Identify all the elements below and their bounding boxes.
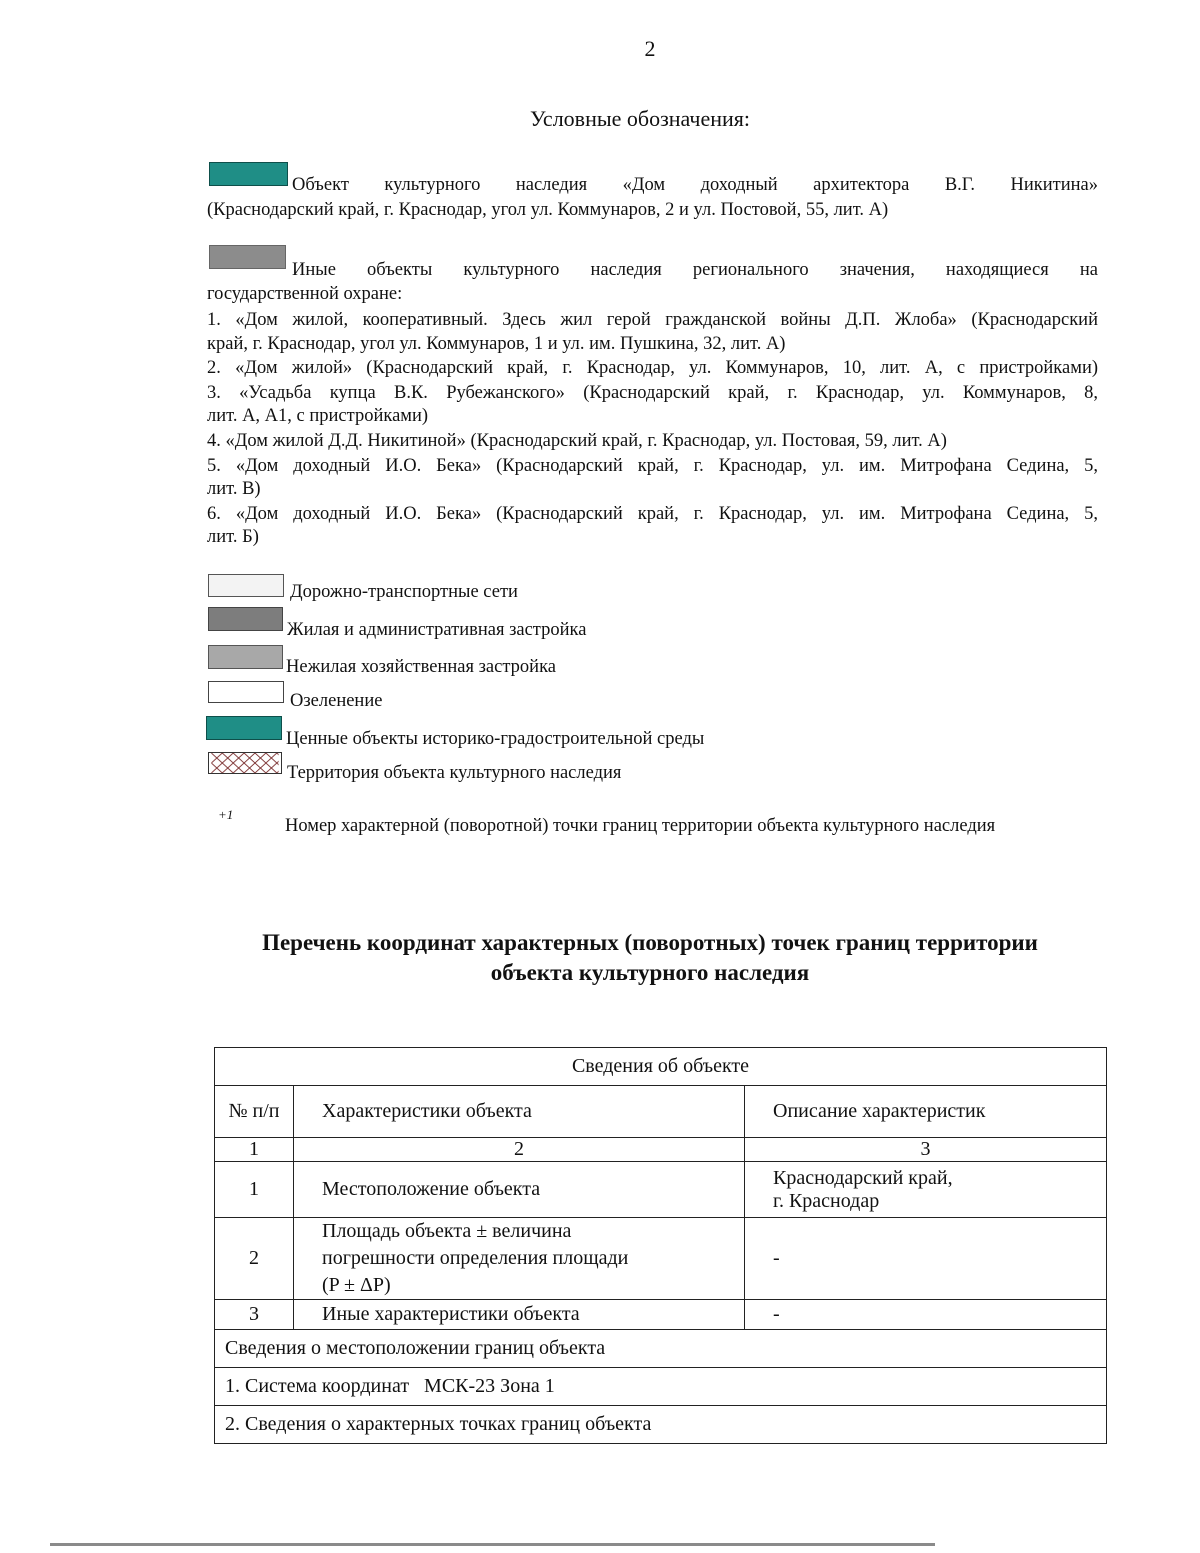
- row-description-line2: г. Краснодар: [773, 1189, 880, 1212]
- nonresidential-buildings-label: Нежилая хозяйственная застройка: [286, 657, 556, 677]
- column-number-3: 3: [745, 1138, 1107, 1162]
- other-heritage-swatch: [209, 245, 286, 269]
- column-number-1: 1: [215, 1138, 294, 1162]
- turning-point-label: Номер характерной (поворотной) точки границ территории объекта культурного наследия: [285, 816, 996, 836]
- road-network-label: Дорожно-транспортные сети: [290, 582, 518, 602]
- boundary-info-heading: Сведения о местоположении границ объекта: [215, 1330, 1107, 1368]
- heritage-object-line2: (Краснодарский край, г. Краснодар, угол ул. Коммунаров, 2 и ул. Постовой, 55, лит. А): [207, 200, 889, 220]
- turning-point-marker: +1: [218, 807, 234, 822]
- bottom-scan-rule: [50, 1543, 935, 1546]
- table-caption: Сведения об объекте: [215, 1048, 1107, 1086]
- legend-title: Условные обозначения:: [530, 106, 751, 131]
- other-heritage-item-1-line1: 1. «Дом жилой, кооперативный. Здесь жил герой гражданской войны Д.П. Жлоба» (Краснодарский: [207, 310, 1098, 330]
- row-characteristic-line2: погрешности определения площади: [322, 1247, 629, 1269]
- heritage-object-line1: Объект культурного наследия «Дом доходный архитектора В.Г. Никитина»: [292, 175, 1098, 195]
- table-footer-row: [215, 1330, 1107, 1368]
- other-heritage-item-1-line2: край, г. Краснодар, угол ул. Коммунаров, 1 и ул. им. Пушкина, 32, лит. А): [207, 334, 786, 354]
- row-number: 2: [215, 1218, 294, 1300]
- other-heritage-item-5-line2: лит. В): [207, 479, 261, 499]
- coordinate-system: 1. Система координат МСК-23 Зона 1: [215, 1368, 1107, 1406]
- other-heritage-item-6-line2: лит. Б): [207, 527, 259, 547]
- table-caption-row: [215, 1048, 1107, 1086]
- header-number: № п/п: [215, 1086, 294, 1138]
- greenery-swatch: [208, 681, 284, 703]
- table-row: [215, 1300, 1107, 1330]
- other-heritage-item-3-line2: лит. А, А1, с пристройками): [207, 406, 429, 426]
- table-footer-row: [215, 1406, 1107, 1444]
- row-characteristic-line1: Площадь объекта ± величина: [322, 1220, 572, 1242]
- header-description: Описание характеристик: [745, 1086, 1107, 1138]
- residential-buildings-swatch: [208, 607, 283, 631]
- nonresidential-buildings-swatch: [208, 645, 283, 669]
- row-characteristic: Местоположение объекта: [294, 1162, 745, 1218]
- table-header-row: [215, 1086, 1107, 1138]
- other-heritage-item-4: 4. «Дом жилой Д.Д. Никитиной» (Краснодарский край, г. Краснодар, ул. Постовая, 59, лит. А): [207, 431, 947, 451]
- column-number-row: [215, 1138, 1107, 1162]
- table-row: [215, 1162, 1107, 1218]
- road-network-swatch: [208, 574, 284, 597]
- row-description-line1: Краснодарский край,: [773, 1166, 953, 1189]
- other-heritage-item-3-line1: 3. «Усадьба купца В.К. Рубежанского» (Краснодарский край, г. Краснодар, ул. Коммунаров, 8,: [207, 383, 1098, 403]
- row-characteristic: Иные характеристики объекта: [294, 1300, 745, 1330]
- page-number: 2: [644, 36, 656, 61]
- other-heritage-item-2: 2. «Дом жилой» (Краснодарский край, г. Краснодар, ул. Коммунаров, 10, лит. А, с пристройками): [207, 358, 1098, 378]
- section-title-line1: Перечень координат характерных (поворотных) точек границ территории: [262, 930, 1038, 955]
- row-description: -: [745, 1218, 1107, 1300]
- heritage-object-swatch: [209, 162, 288, 186]
- residential-buildings-label: Жилая и административная застройка: [287, 620, 587, 640]
- other-heritage-line2: государственной охране:: [207, 284, 403, 304]
- greenery-label: Озеленение: [290, 691, 383, 711]
- column-number-2: 2: [294, 1138, 745, 1162]
- row-number: 1: [215, 1162, 294, 1218]
- table-footer-row: [215, 1368, 1107, 1406]
- row-description: -: [745, 1300, 1107, 1330]
- row-characteristic: [294, 1218, 745, 1300]
- valuable-objects-swatch: [206, 716, 282, 740]
- other-heritage-line1: Иные объекты культурного наследия регионального значения, находящиеся на: [292, 260, 1098, 280]
- valuable-objects-label: Ценные объекты историко-градостроительной среды: [286, 729, 705, 749]
- row-characteristic-line3: (P ± ΔP): [322, 1274, 391, 1296]
- section-title-line2: объекта культурного наследия: [490, 960, 810, 985]
- other-heritage-item-6-line1: 6. «Дом доходный И.О. Бека» (Краснодарский край, г. Краснодар, ул. им. Митрофана Седина, 5,: [207, 504, 1098, 524]
- heritage-territory-swatch: [208, 752, 282, 774]
- header-characteristics: Характеристики объекта: [294, 1086, 745, 1138]
- boundary-points-heading: 2. Сведения о характерных точках границ объекта: [215, 1406, 1107, 1444]
- row-number: 3: [215, 1300, 294, 1330]
- other-heritage-item-5-line1: 5. «Дом доходный И.О. Бека» (Краснодарский край, г. Краснодар, ул. им. Митрофана Седина, 5,: [207, 456, 1098, 476]
- table-row: [215, 1218, 1107, 1300]
- heritage-territory-label: Территория объекта культурного наследия: [287, 763, 622, 783]
- row-description: [745, 1162, 1107, 1218]
- object-info-table: [214, 1047, 1107, 1444]
